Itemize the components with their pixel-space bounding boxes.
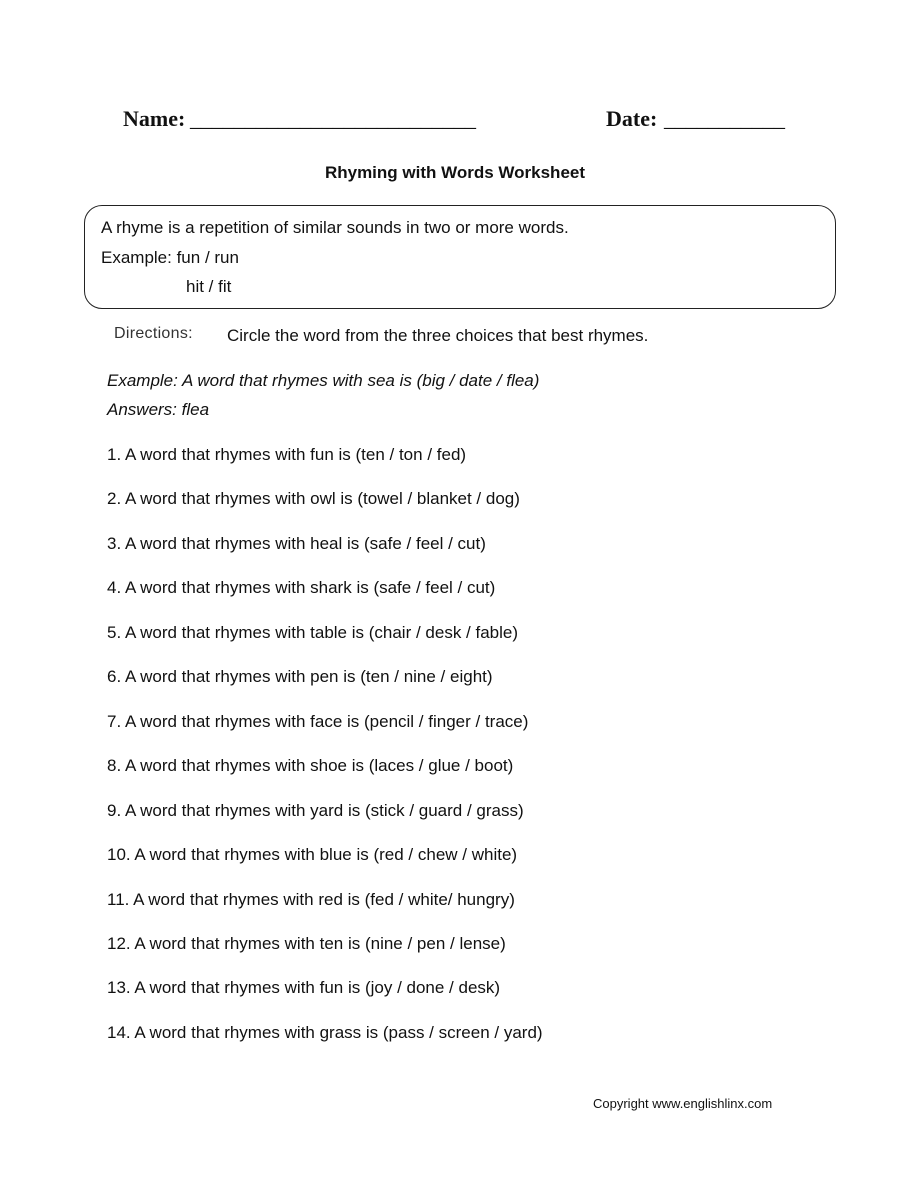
- question-item: 7. A word that rhymes with face is (pencil / finger / trace): [107, 712, 529, 731]
- question-item: 13. A word that rhymes with fun is (joy / done / desk): [107, 978, 501, 997]
- example-pair-2: hit / fit: [186, 277, 232, 296]
- question-item: 5. A word that rhymes with table is (chair / desk / fable): [107, 623, 519, 642]
- question-item: 8. A word that rhymes with shoe is (laces / glue / boot): [107, 756, 514, 775]
- example-question: Example: A word that rhymes with sea is (big / date / flea): [107, 371, 540, 390]
- question-item: 6. A word that rhymes with pen is (ten / nine / eight): [107, 667, 493, 686]
- question-item: 3. A word that rhymes with heal is (safe / feel / cut): [107, 534, 486, 553]
- example-pair-1: Example: fun / run: [101, 248, 239, 267]
- question-item: 1. A word that rhymes with fun is (ten / ton / fed): [107, 445, 467, 464]
- directions-text: Circle the word from the three choices that best rhymes.: [227, 326, 649, 345]
- name-label: Name:: [123, 106, 186, 131]
- copyright-text: Copyright www.englishlinx.com: [593, 1096, 773, 1111]
- example-answer: Answers: flea: [107, 400, 210, 419]
- page-title: Rhyming with Words Worksheet: [324, 163, 586, 182]
- question-item: 14. A word that rhymes with grass is (pass / screen / yard): [107, 1023, 543, 1042]
- question-item: 2. A word that rhymes with owl is (towel / blanket / dog): [107, 489, 520, 508]
- question-item: 11. A word that rhymes with red is (fed / white/ hungry): [107, 890, 515, 909]
- question-item: 4. A word that rhymes with shark is (safe / feel / cut): [107, 578, 496, 597]
- date-field-line[interactable]: ___________: [664, 106, 785, 131]
- name-field-line[interactable]: __________________________: [190, 106, 476, 131]
- rhyme-definition: A rhyme is a repetition of similar sounds in two or more words.: [101, 218, 569, 237]
- question-item: 10. A word that rhymes with blue is (red / chew / white): [107, 845, 518, 864]
- question-item: 9. A word that rhymes with yard is (stick / guard / grass): [107, 801, 524, 820]
- date-label: Date:: [606, 106, 658, 131]
- question-item: 12. A word that rhymes with ten is (nine / pen / lense): [107, 934, 506, 953]
- directions-label: Directions:: [114, 325, 193, 342]
